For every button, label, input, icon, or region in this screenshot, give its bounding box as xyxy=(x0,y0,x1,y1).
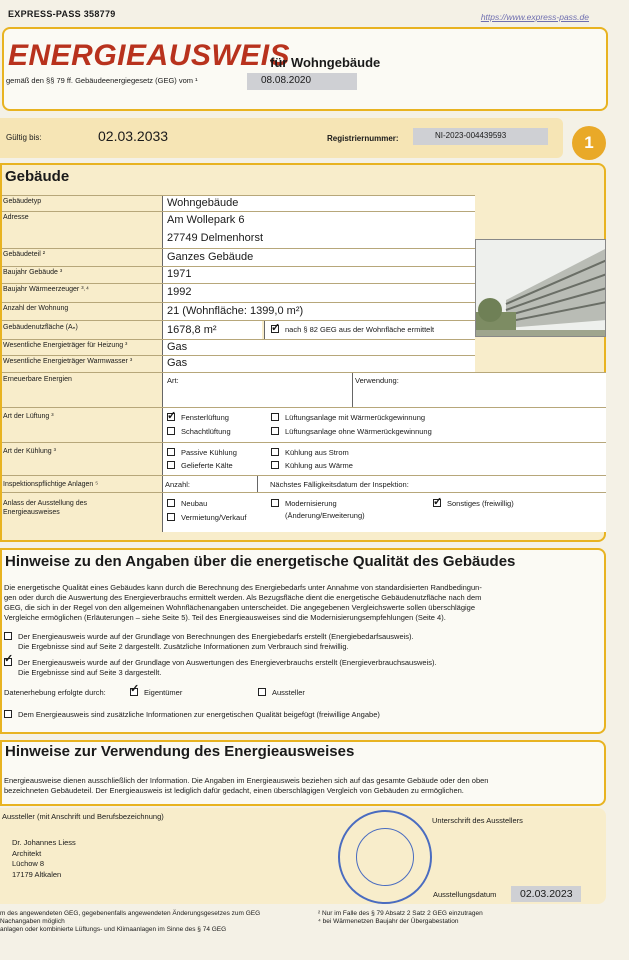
checkbox[interactable] xyxy=(271,427,279,435)
row-label: Anzahl der Wohnung xyxy=(3,305,69,312)
ausstellungsdatum: 02.03.2023 xyxy=(511,886,581,902)
aussteller-address xyxy=(12,838,76,880)
checkbox[interactable] xyxy=(167,413,175,421)
checkbox[interactable] xyxy=(167,513,175,521)
geg-date: 08.08.2020 xyxy=(247,73,357,90)
row-label: Gebäudenutzfläche (Aₙ) xyxy=(3,324,78,331)
checkbox[interactable] xyxy=(130,688,138,696)
aussteller-ort: 17179 Altkalen xyxy=(12,869,62,879)
kuehlung-label: Art der Kühlung ³ xyxy=(3,448,56,455)
aussteller-beruf: Architekt xyxy=(12,848,42,858)
registration-label: Registriernummer: xyxy=(327,134,399,143)
option-kuehlung-waerme[interactable]: Kühlung aus Wärme xyxy=(271,461,353,470)
checkbox[interactable] xyxy=(271,448,279,456)
row-value: 1992 xyxy=(162,284,475,302)
checkbox[interactable] xyxy=(258,688,266,696)
row-label: Wesentliche Energieträger Warmwasser ³ xyxy=(3,358,133,365)
option-neubau[interactable]: Neubau xyxy=(167,499,207,508)
aussteller-name: Dr. Johannes Liess xyxy=(12,838,76,847)
aussteller-strasse: Lüchow 8 xyxy=(12,859,45,868)
row-label: Baujahr Gebäude ³ xyxy=(3,269,63,276)
row-value: 1971 xyxy=(162,267,475,283)
hinweise-verwendung-text: Energieausweise dienen ausschließlich der Information. Die Angaben im Energieausweis beziehen sich auf das gesamte Gebäude oder den oben bezeichneten Gebäudeteil. Der Energieausweis ist lediglich dafür gedacht, einen überschlägigen Vergleich von Gebäuden zu ermöglichen. xyxy=(4,776,489,795)
option-eigentuemer[interactable]: ✓ Eigentümer xyxy=(130,688,182,698)
row-value: 21 (Wohnfläche: 1399,0 m²) xyxy=(162,303,475,320)
inspektion-label: Inspektionspflichtige Anlagen ⁵ xyxy=(3,481,99,488)
nutzflaeche-checkbox[interactable] xyxy=(271,325,279,333)
option-sonstiges[interactable]: ✓Sonstiges (freiwillig) xyxy=(433,499,514,508)
table-row xyxy=(2,302,475,320)
inspektion-row xyxy=(2,475,606,492)
option-fensterlueftung[interactable]: ✓ Fensterlüftung xyxy=(167,413,229,422)
erneuerbare-label: Erneuerbare Energien xyxy=(3,376,72,383)
option-vermietung[interactable]: Vermietung/Verkauf xyxy=(167,513,246,522)
header-url-link[interactable]: https://www.express-pass.de xyxy=(480,12,589,22)
checkbox[interactable] xyxy=(167,427,175,435)
table-row xyxy=(2,195,475,211)
hinweise-energetisch-title: Hinweise zu den Angaben über die energetische Qualität des Gebäudes xyxy=(5,553,516,570)
row-value: Am Wollepark 6 xyxy=(162,212,475,229)
row-value: Gas xyxy=(162,356,475,372)
option-kuehlung-strom[interactable]: Kühlung aus Strom xyxy=(271,448,349,457)
document-subtitle: für Wohngebäude xyxy=(270,55,381,70)
nutzflaeche-note-cell xyxy=(264,321,475,340)
checkbox[interactable] xyxy=(4,632,12,640)
inspektion-anzahl: Anzahl: xyxy=(165,480,191,489)
kuehlung-row xyxy=(2,442,606,475)
option-verbrauchsausweis[interactable]: ✓Der Energieausweis wurde auf der Grundlage von Auswertungen des Energieverbrauchs erstellt (Energieverbrauchsausweis). Die Ergebnisse sind auf Seite 3 dargestellt. xyxy=(4,658,437,678)
geg-reference: gemäß den §§ 79 ff. Gebäudeenergiegesetz (GEG) vom ¹ xyxy=(6,76,198,85)
validity-label: Gültig bis: xyxy=(6,133,42,142)
gebaeude-section xyxy=(0,163,606,542)
nutzflaeche-note: nach § 82 GEG aus der Wohnfläche ermittelt xyxy=(285,325,435,334)
hinweise-energetisch-section xyxy=(0,548,606,734)
row-value: Wohngebäude xyxy=(162,196,475,211)
option-gelieferte-kaelte[interactable]: Gelieferte Kälte xyxy=(167,461,233,470)
erneuerbare-row xyxy=(2,372,606,407)
kuehlung-cell xyxy=(162,443,606,475)
table-row xyxy=(2,211,475,229)
option-lueftung-ohne-wrg[interactable]: Lüftungsanlage ohne Wärmerückgewinnung xyxy=(271,427,432,436)
row-label: Gebäudetyp xyxy=(3,198,42,205)
checkbox[interactable] xyxy=(433,499,441,507)
row-value: Ganzes Gebäude xyxy=(162,249,475,266)
header-id: EXPRESS-PASS 358779 xyxy=(8,9,116,19)
document-title: ENERGIEAUSWEIS xyxy=(8,39,291,72)
table-row xyxy=(2,283,475,302)
checkbox[interactable] xyxy=(4,710,12,718)
row-label: Adresse xyxy=(3,214,29,221)
option-lueftung-mit-wrg[interactable]: Lüftungsanlage mit Wärmerückgewinnung xyxy=(271,413,425,422)
checkbox[interactable] xyxy=(167,499,175,507)
validity-bar xyxy=(0,118,563,158)
table-row xyxy=(2,355,475,372)
row-value: Gas xyxy=(162,340,475,355)
lueftung-row xyxy=(2,407,606,442)
table-row xyxy=(2,339,475,355)
table-row xyxy=(2,229,475,248)
hinweise-paragraph: Die energetische Qualität eines Gebäudes kann durch die Berechnung des Energiebedarfs unter Annahme von standardisierten Randbedingun- gen oder durch die Auswertung des Energieverbrauchs ermittelt werden. Als Bezugsfläche dient die energetische Gebäudenutzfläche nach dem GEG, die sich in der Regel von den allgemeinen Wohnflächenangaben unterscheidet. Die angegebenen Vergleichswerte sollen überschlägige Vergleiche ermöglichen (Erläuterungen – siehe Seite 5). Teil des Energieausweises sind die Modernisierungsempfehlungen (Seite 4). xyxy=(4,583,482,622)
option-modernisierung-detail: (Änderung/Erweiterung) xyxy=(285,511,365,520)
inspektion-faellig-cell xyxy=(257,476,606,492)
row-label: Baujahr Wärmeerzeuger ³˒⁴ xyxy=(3,286,89,293)
row-label: Gebäudeteil ² xyxy=(3,251,46,258)
inspektion-faellig: Nächstes Fälligkeitsdatum der Inspektion: xyxy=(270,480,409,489)
page-number-badge: 1 xyxy=(572,126,606,160)
table-row xyxy=(2,266,475,283)
checkbox[interactable] xyxy=(271,413,279,421)
erneuerbare-verwendung-label: Verwendung: xyxy=(355,376,399,385)
aussteller-label: Aussteller (mit Anschrift und Berufsbezeichnung) xyxy=(2,812,164,821)
checkbox[interactable] xyxy=(4,658,12,666)
ausstellungsdatum-label: Ausstellungsdatum xyxy=(433,890,497,899)
validity-date: 02.03.2033 xyxy=(98,128,169,144)
gebaeude-title: Gebäude xyxy=(5,168,70,185)
lueftung-cell xyxy=(162,408,606,442)
checkbox[interactable] xyxy=(271,499,279,507)
anlass-label: Anlass der Ausstellung des Energieausweises xyxy=(3,500,88,516)
hinweise-verwendung-title: Hinweise zur Verwendung des Energieausweises xyxy=(5,743,355,760)
building-photo xyxy=(475,239,606,337)
building-photo-image xyxy=(476,240,606,337)
option-bedarfsausweis[interactable]: Der Energieausweis wurde auf der Grundlage von Berechnungen des Energiebedarfs erstellt (Energiebedarfsausweis). Die Ergebnisse sind auf Seite 2 dargestellt. Zusätzliche Informationen zum Verbrauch sind freiwillig. xyxy=(4,632,414,652)
registration-number: NI-2023-004439593 xyxy=(413,128,548,145)
option-zusatzinfo[interactable]: Dem Energieausweis sind zusätzliche Informationen zur energetischen Qualität beigefügt (freiwillige Angabe) xyxy=(4,710,380,720)
option-modernisierung[interactable]: Modernisierung xyxy=(271,499,337,508)
footnotes-right: ² Nur im Falle des § 79 Absatz 2 Satz 2 GEG einzutragen ⁴ bei Wärmenetzen Baujahr der Übergabestation xyxy=(318,910,483,925)
table-row xyxy=(2,248,475,266)
erneuerbare-art-cell xyxy=(162,373,352,407)
option-aussteller[interactable]: Aussteller xyxy=(258,688,305,698)
hinweise-verwendung-section xyxy=(0,740,606,806)
table-row xyxy=(2,320,475,339)
architect-stamp-seal xyxy=(338,810,432,904)
checkbox[interactable] xyxy=(167,461,175,469)
lueftung-label: Art der Lüftung ³ xyxy=(3,413,54,420)
inspektion-anzahl-cell xyxy=(162,476,257,492)
row-value: 27749 Delmenhorst xyxy=(162,229,475,248)
checkbox[interactable] xyxy=(271,461,279,469)
option-schachtlueftung[interactable]: Schachtlüftung xyxy=(167,427,231,436)
datenerhebung-label: Datenerhebung erfolgte durch: xyxy=(4,688,106,697)
option-passive-kuehlung[interactable]: Passive Kühlung xyxy=(167,448,237,457)
erneuerbare-verwendung-cell xyxy=(352,373,606,407)
erneuerbare-art-label: Art: xyxy=(167,376,179,385)
row-value: 1678,8 m² xyxy=(162,321,262,339)
anlass-row xyxy=(2,492,606,532)
unterschrift-label: Unterschrift des Ausstellers xyxy=(432,816,523,825)
anlass-cell xyxy=(162,493,606,532)
title-box xyxy=(2,27,608,111)
checkbox[interactable] xyxy=(167,448,175,456)
row-label: Wesentliche Energieträger für Heizung ³ xyxy=(3,342,128,349)
footnotes-left: m des angewendeten GEG, gegebenenfalls angewendeten Änderungsgesetzes zum GEG Nachangaben möglich anlagen oder kombinierte Lüftungs- und Klimaanlagen im Sinne des § 74 GEG xyxy=(0,910,261,933)
gebaeude-table xyxy=(2,192,606,542)
